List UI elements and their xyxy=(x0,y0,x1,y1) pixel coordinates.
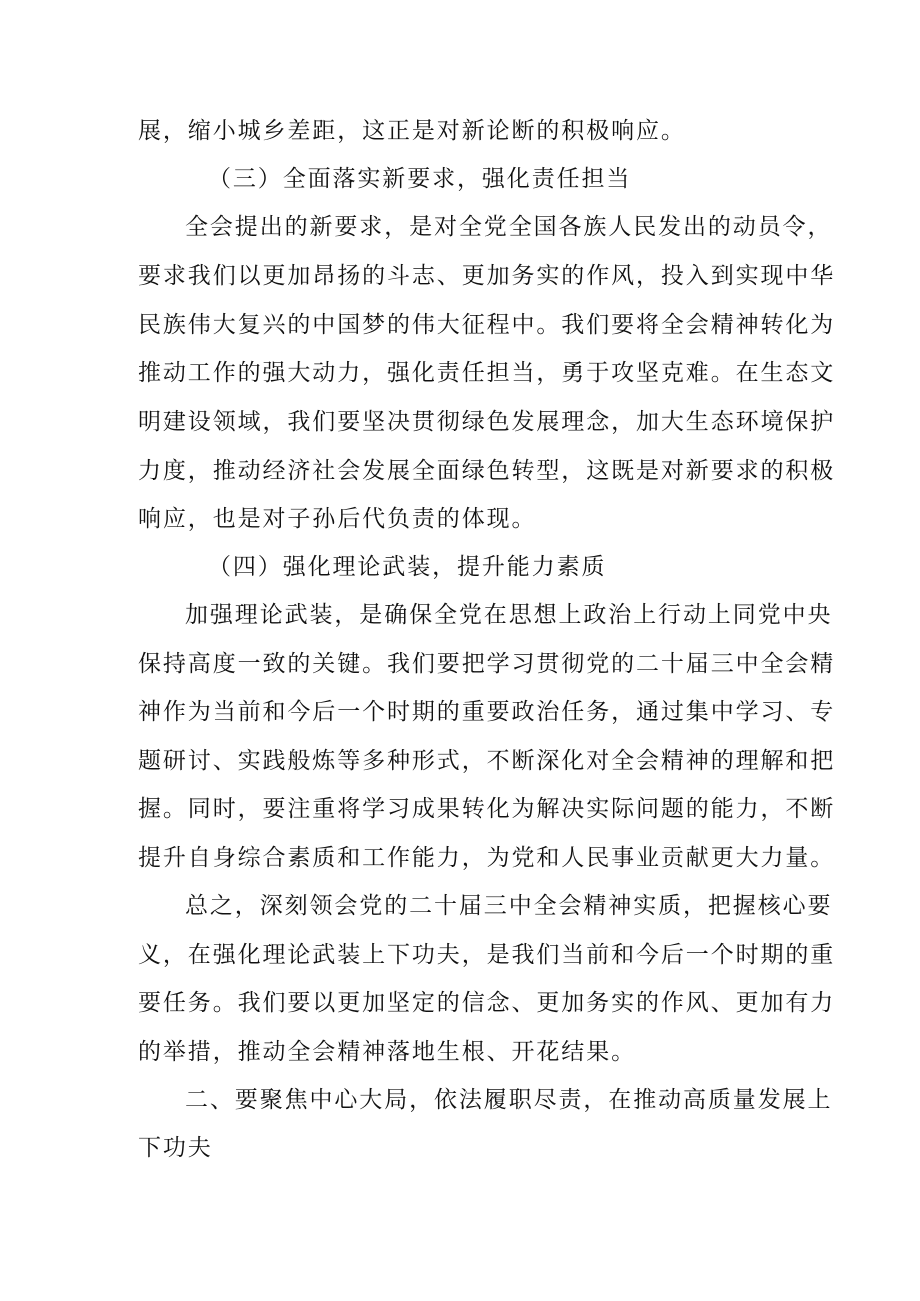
paragraph-line: 要任务。我们要以更加坚定的信念、更加务实的作风、更加有力 xyxy=(138,990,836,1016)
paragraph-line: 要求我们以更加昂扬的斗志、更加务实的作风，投入到实现中华 xyxy=(138,263,836,289)
paragraph-line: 神作为当前和今后一个时期的重要政治任务，通过集中学习、专 xyxy=(138,699,836,725)
paragraph-line: 题研讨、实践般炼等多种形式，不断深化对全会精神的理解和把 xyxy=(138,748,836,774)
paragraph-line: 提升自身综合素质和工作能力，为党和人民事业贡献更大力量。 xyxy=(138,845,836,871)
paragraph-line: 总之，深刻领会党的二十届三中全会精神实质，把握核心要 xyxy=(185,893,833,919)
section-heading-4: （四）强化理论武装，提升能力素质 xyxy=(208,554,607,580)
paragraph-line: 全会提出的新要求，是对全党全国各族人民发出的动员令， xyxy=(185,214,833,240)
paragraph-line: 民族伟大复兴的中国梦的伟大征程中。我们要将全会精神转化为 xyxy=(138,312,836,338)
paragraph-line: 明建设领域，我们要坚决贯彻绿色发展理念，加大生态环境保护 xyxy=(138,409,836,435)
paragraph-line: 加强理论武装，是确保全党在思想上政治上行动上同党中央 xyxy=(185,602,833,628)
paragraph-line: 的举措，推动全会精神落地生根、开花结果。 xyxy=(138,1039,636,1065)
section-heading-3: （三）全面落实新要求，强化责任担当 xyxy=(208,166,632,192)
paragraph-line: 保持高度一致的关键。我们要把学习贯彻党的二十届三中全会精 xyxy=(138,651,836,677)
paragraph-line: 响应，也是对子孙后代负责的体现。 xyxy=(138,506,537,532)
section-heading-2: 二、要聚焦中心大局，依法履职尽责，在推动高质量发展上 xyxy=(185,1087,833,1113)
paragraph-line: 握。同时，要注重将学习成果转化为解决实际问题的能力，不断 xyxy=(138,796,836,822)
section-heading-2-continued: 下功夫 xyxy=(138,1135,213,1161)
paragraph-line: 推动工作的强大动力，强化责任担当，勇于攻坚克难。在生态文 xyxy=(138,360,836,386)
paragraph-line: 力度，推动经济社会发展全面绿色转型，这既是对新要求的积极 xyxy=(138,458,836,484)
paragraph-line: 义，在强化理论武装上下功夫，是我们当前和今后一个时期的重 xyxy=(138,942,836,968)
paragraph-line: 展，缩小城乡差距，这正是对新论断的积极响应。 xyxy=(138,118,686,144)
